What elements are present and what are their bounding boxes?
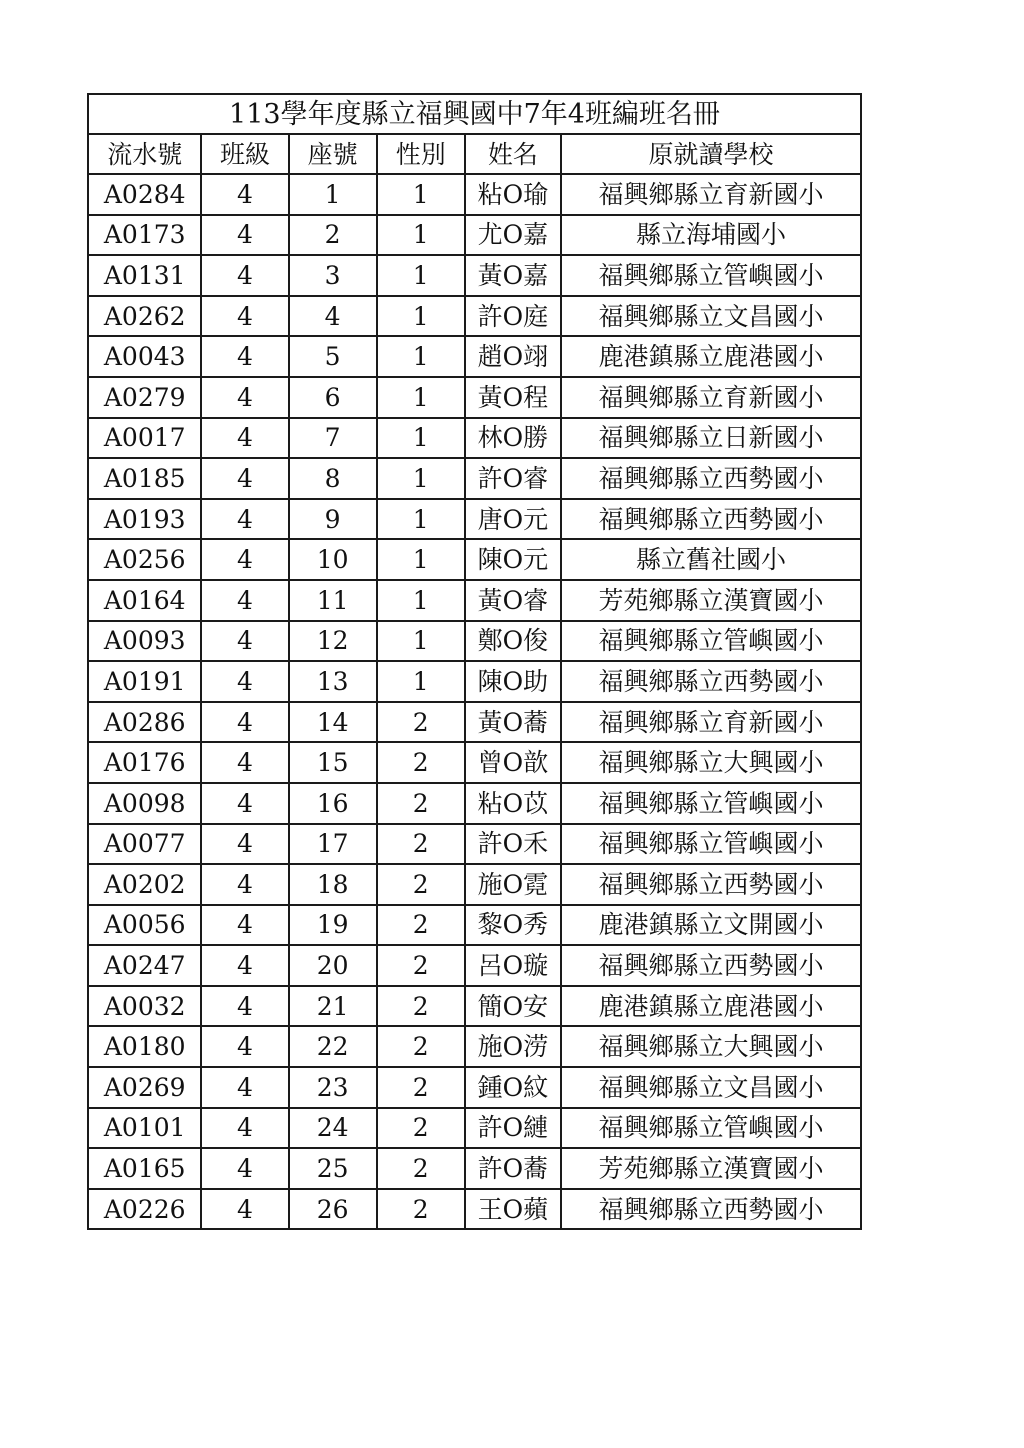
serial-cell: A0077 [88, 824, 201, 865]
gender-cell: 2 [377, 864, 465, 905]
class-cell: 4 [201, 742, 288, 783]
class-cell: 4 [201, 580, 288, 621]
seat-cell: 7 [289, 418, 377, 459]
column-header-school: 原就讀學校 [561, 134, 861, 174]
school-cell: 福興鄉縣立育新國小 [561, 702, 861, 743]
school-cell: 鹿港鎮縣立鹿港國小 [561, 986, 861, 1027]
gender-cell: 2 [377, 1108, 465, 1149]
name-cell: 簡O安 [465, 986, 561, 1027]
gender-cell: 2 [377, 742, 465, 783]
class-cell: 4 [201, 174, 288, 215]
table-row [88, 458, 861, 499]
gender-cell: 2 [377, 702, 465, 743]
class-cell: 4 [201, 702, 288, 743]
serial-cell: A0269 [88, 1067, 201, 1108]
gender-cell: 1 [377, 621, 465, 662]
school-cell: 福興鄉縣立大興國小 [561, 1026, 861, 1067]
school-cell: 福興鄉縣立育新國小 [561, 377, 861, 418]
seat-cell: 16 [289, 783, 377, 824]
column-header-row [88, 134, 861, 174]
name-cell: 許O縺 [465, 1108, 561, 1149]
serial-cell: A0193 [88, 499, 201, 540]
roster-title: 113學年度縣立福興國中7年4班編班名冊 [88, 94, 861, 134]
seat-cell: 4 [289, 296, 377, 337]
class-cell: 4 [201, 1189, 288, 1230]
school-cell: 福興鄉縣立西勢國小 [561, 945, 861, 986]
seat-cell: 19 [289, 905, 377, 946]
serial-cell: A0164 [88, 580, 201, 621]
seat-cell: 26 [289, 1189, 377, 1230]
seat-cell: 15 [289, 742, 377, 783]
school-cell: 福興鄉縣立日新國小 [561, 418, 861, 459]
class-cell: 4 [201, 1067, 288, 1108]
table-row [88, 986, 861, 1027]
table-row [88, 1067, 861, 1108]
seat-cell: 2 [289, 215, 377, 256]
class-roster-table [87, 93, 862, 1230]
gender-cell: 2 [377, 945, 465, 986]
table-row [88, 1148, 861, 1189]
seat-cell: 8 [289, 458, 377, 499]
table-row [88, 418, 861, 459]
seat-cell: 10 [289, 539, 377, 580]
class-cell: 4 [201, 661, 288, 702]
serial-cell: A0017 [88, 418, 201, 459]
school-cell: 鹿港鎮縣立鹿港國小 [561, 336, 861, 377]
gender-cell: 1 [377, 255, 465, 296]
serial-cell: A0101 [88, 1108, 201, 1149]
gender-cell: 1 [377, 296, 465, 337]
name-cell: 黃O蕎 [465, 702, 561, 743]
serial-cell: A0202 [88, 864, 201, 905]
class-cell: 4 [201, 945, 288, 986]
seat-cell: 11 [289, 580, 377, 621]
seat-cell: 3 [289, 255, 377, 296]
gender-cell: 1 [377, 499, 465, 540]
gender-cell: 2 [377, 1067, 465, 1108]
serial-cell: A0279 [88, 377, 201, 418]
seat-cell: 18 [289, 864, 377, 905]
table-row [88, 742, 861, 783]
name-cell: 許O庭 [465, 296, 561, 337]
name-cell: 黎O秀 [465, 905, 561, 946]
serial-cell: A0165 [88, 1148, 201, 1189]
name-cell: 粘O苡 [465, 783, 561, 824]
serial-cell: A0032 [88, 986, 201, 1027]
class-cell: 4 [201, 336, 288, 377]
table-row [88, 1189, 861, 1230]
name-cell: 趙O翊 [465, 336, 561, 377]
column-header-seat: 座號 [289, 134, 377, 174]
name-cell: 粘O瑜 [465, 174, 561, 215]
gender-cell: 1 [377, 215, 465, 256]
gender-cell: 2 [377, 824, 465, 865]
school-cell: 福興鄉縣立管嶼國小 [561, 255, 861, 296]
class-cell: 4 [201, 824, 288, 865]
table-row [88, 499, 861, 540]
table-row [88, 580, 861, 621]
seat-cell: 23 [289, 1067, 377, 1108]
school-cell: 縣立舊社國小 [561, 539, 861, 580]
serial-cell: A0180 [88, 1026, 201, 1067]
name-cell: 黃O睿 [465, 580, 561, 621]
gender-cell: 1 [377, 580, 465, 621]
class-cell: 4 [201, 377, 288, 418]
class-cell: 4 [201, 1148, 288, 1189]
seat-cell: 20 [289, 945, 377, 986]
table-row [88, 539, 861, 580]
serial-cell: A0284 [88, 174, 201, 215]
table-row [88, 945, 861, 986]
gender-cell: 1 [377, 418, 465, 459]
gender-cell: 1 [377, 377, 465, 418]
school-cell: 鹿港鎮縣立文開國小 [561, 905, 861, 946]
seat-cell: 24 [289, 1108, 377, 1149]
name-cell: 曾O歆 [465, 742, 561, 783]
table-row [88, 1108, 861, 1149]
gender-cell: 2 [377, 783, 465, 824]
class-cell: 4 [201, 1026, 288, 1067]
school-cell: 福興鄉縣立大興國小 [561, 742, 861, 783]
school-cell: 縣立海埔國小 [561, 215, 861, 256]
table-row [88, 255, 861, 296]
title-row [88, 94, 861, 134]
name-cell: 林O勝 [465, 418, 561, 459]
table-row [88, 661, 861, 702]
class-cell: 4 [201, 418, 288, 459]
seat-cell: 21 [289, 986, 377, 1027]
seat-cell: 13 [289, 661, 377, 702]
roster-header [88, 94, 861, 174]
table-row [88, 1026, 861, 1067]
seat-cell: 17 [289, 824, 377, 865]
class-cell: 4 [201, 539, 288, 580]
table-row [88, 783, 861, 824]
seat-cell: 12 [289, 621, 377, 662]
class-cell: 4 [201, 864, 288, 905]
seat-cell: 5 [289, 336, 377, 377]
serial-cell: A0176 [88, 742, 201, 783]
table-row [88, 824, 861, 865]
serial-cell: A0256 [88, 539, 201, 580]
class-cell: 4 [201, 905, 288, 946]
column-header-gender: 性別 [377, 134, 465, 174]
class-cell: 4 [201, 458, 288, 499]
serial-cell: A0056 [88, 905, 201, 946]
name-cell: 鍾O紋 [465, 1067, 561, 1108]
table-row [88, 864, 861, 905]
school-cell: 福興鄉縣立文昌國小 [561, 1067, 861, 1108]
name-cell: 黃O嘉 [465, 255, 561, 296]
column-header-name: 姓名 [465, 134, 561, 174]
class-cell: 4 [201, 621, 288, 662]
gender-cell: 2 [377, 1148, 465, 1189]
class-cell: 4 [201, 296, 288, 337]
seat-cell: 22 [289, 1026, 377, 1067]
school-cell: 福興鄉縣立管嶼國小 [561, 621, 861, 662]
gender-cell: 1 [377, 336, 465, 377]
roster-body [88, 174, 861, 1229]
gender-cell: 2 [377, 1189, 465, 1230]
school-cell: 福興鄉縣立管嶼國小 [561, 1108, 861, 1149]
school-cell: 福興鄉縣立管嶼國小 [561, 783, 861, 824]
seat-cell: 9 [289, 499, 377, 540]
column-header-class: 班級 [201, 134, 288, 174]
name-cell: 陳O助 [465, 661, 561, 702]
table-row [88, 621, 861, 662]
name-cell: 施O涝 [465, 1026, 561, 1067]
name-cell: 許O睿 [465, 458, 561, 499]
serial-cell: A0286 [88, 702, 201, 743]
table-row [88, 174, 861, 215]
gender-cell: 1 [377, 458, 465, 499]
serial-cell: A0226 [88, 1189, 201, 1230]
table-row [88, 377, 861, 418]
name-cell: 許O禾 [465, 824, 561, 865]
class-cell: 4 [201, 783, 288, 824]
table-row [88, 215, 861, 256]
class-cell: 4 [201, 215, 288, 256]
school-cell: 福興鄉縣立管嶼國小 [561, 824, 861, 865]
gender-cell: 1 [377, 661, 465, 702]
school-cell: 芳苑鄉縣立漢寶國小 [561, 580, 861, 621]
class-cell: 4 [201, 255, 288, 296]
seat-cell: 1 [289, 174, 377, 215]
serial-cell: A0247 [88, 945, 201, 986]
gender-cell: 2 [377, 1026, 465, 1067]
name-cell: 施O霓 [465, 864, 561, 905]
name-cell: 黃O程 [465, 377, 561, 418]
serial-cell: A0093 [88, 621, 201, 662]
serial-cell: A0185 [88, 458, 201, 499]
seat-cell: 14 [289, 702, 377, 743]
seat-cell: 25 [289, 1148, 377, 1189]
school-cell: 福興鄉縣立文昌國小 [561, 296, 861, 337]
serial-cell: A0043 [88, 336, 201, 377]
serial-cell: A0131 [88, 255, 201, 296]
serial-cell: A0191 [88, 661, 201, 702]
class-cell: 4 [201, 1108, 288, 1149]
gender-cell: 1 [377, 539, 465, 580]
name-cell: 許O蕎 [465, 1148, 561, 1189]
school-cell: 福興鄉縣立西勢國小 [561, 661, 861, 702]
name-cell: 陳O元 [465, 539, 561, 580]
seat-cell: 6 [289, 377, 377, 418]
name-cell: 鄭O俊 [465, 621, 561, 662]
school-cell: 福興鄉縣立西勢國小 [561, 864, 861, 905]
table-row [88, 336, 861, 377]
serial-cell: A0098 [88, 783, 201, 824]
column-header-serial: 流水號 [88, 134, 201, 174]
class-cell: 4 [201, 986, 288, 1027]
name-cell: 王O蘋 [465, 1189, 561, 1230]
gender-cell: 2 [377, 905, 465, 946]
school-cell: 芳苑鄉縣立漢寶國小 [561, 1148, 861, 1189]
name-cell: 尤O嘉 [465, 215, 561, 256]
school-cell: 福興鄉縣立西勢國小 [561, 458, 861, 499]
table-row [88, 905, 861, 946]
school-cell: 福興鄉縣立西勢國小 [561, 1189, 861, 1230]
gender-cell: 1 [377, 174, 465, 215]
serial-cell: A0262 [88, 296, 201, 337]
serial-cell: A0173 [88, 215, 201, 256]
table-row [88, 296, 861, 337]
name-cell: 呂O璇 [465, 945, 561, 986]
school-cell: 福興鄉縣立西勢國小 [561, 499, 861, 540]
school-cell: 福興鄉縣立育新國小 [561, 174, 861, 215]
gender-cell: 2 [377, 986, 465, 1027]
name-cell: 唐O元 [465, 499, 561, 540]
class-cell: 4 [201, 499, 288, 540]
table-row [88, 702, 861, 743]
